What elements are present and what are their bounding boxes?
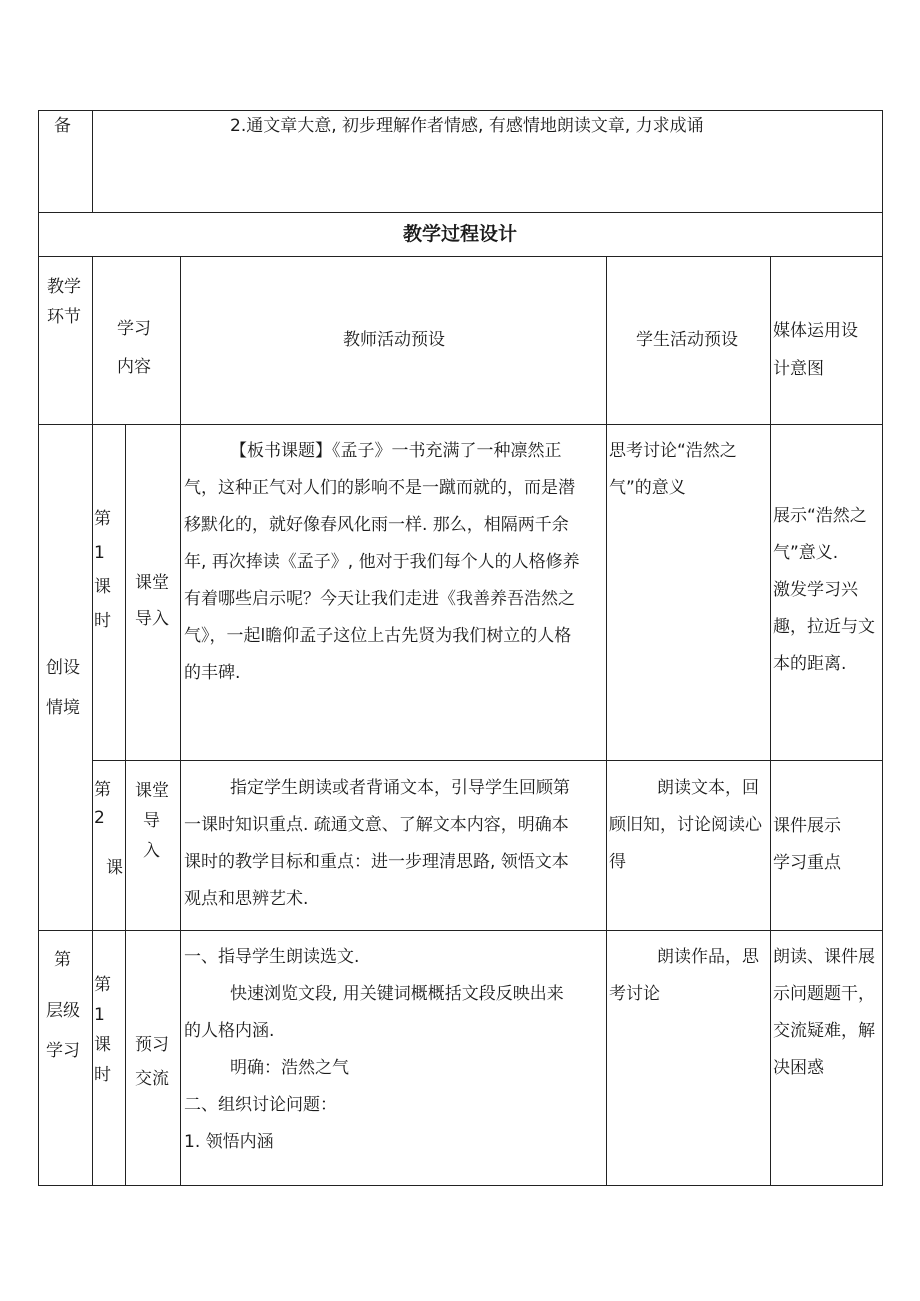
col-divider xyxy=(606,256,607,1186)
stage1-row1-period: 第 1 课 时 xyxy=(94,509,111,631)
header-teacher: 教师活动预设 xyxy=(343,330,445,350)
stage1-row2-content: 课堂 导 入 xyxy=(135,781,169,861)
objective-text: 2.通文章大意, 初步理解作者情感, 有感情地朗读文章, 力求成诵 xyxy=(230,116,704,136)
table-rule xyxy=(92,760,883,761)
table-bottom-border xyxy=(38,1185,883,1186)
table-rule xyxy=(38,212,883,213)
header-student: 学生活动预设 xyxy=(636,330,738,350)
table-rule xyxy=(38,256,883,257)
stage2-media: 朗读、课件展 示问题题干， 交流疑难，解 决困惑 xyxy=(773,947,875,1078)
table-left-border xyxy=(38,110,39,1186)
table-rule xyxy=(38,930,883,931)
col-divider xyxy=(180,256,181,1186)
col-divider xyxy=(92,110,93,213)
stage1-row2-student: 朗读文本，回 顾旧知，讨论阅读心 得 xyxy=(609,778,762,872)
col-divider xyxy=(770,256,771,1186)
col-divider xyxy=(92,256,93,1186)
stage1-row2-teacher: 指定学生朗读或者背诵文本，引导学生回顾第 一课时知识重点. 疏通文意、了解文本内容，明确本 课时的教学目标和重点：进一步理清思路, 领悟文本 观点和思辨艺术. xyxy=(184,778,570,909)
col-divider xyxy=(125,424,126,1186)
prep-label: 备 xyxy=(54,116,71,136)
stage2-period: 第 1 课 时 xyxy=(94,975,111,1085)
stage2-teacher: 一、指导学生朗读选文. 快速浏览文段, 用关键词概概括文段反映出来 的人格内涵. 明确：浩然之气 二、组织讨论问题： 1. 领悟内涵 xyxy=(184,947,564,1152)
table-right-border xyxy=(882,110,883,1186)
header-content: 学习 内容 xyxy=(117,319,151,377)
table-top-border xyxy=(38,110,883,111)
stage1-row1-media: 展示“浩然之 气”意义. 激发学习兴 趣，拉近与文 本的距离. xyxy=(773,506,875,674)
stage2-name: 第 层级 学习 xyxy=(46,950,80,1061)
stage1-row1-teacher: 【板书课题】《孟子》一书充满了一种凛然正 气，这种正气对人们的影响不是一蹴而就的，而是潜 移默化的，就好像春风化雨一样. 那么，相隔两千余 年, 再次捧读《孟子》, 他对于我们每个人的人格修养 有着哪些启示呢？今天让我们走进《我善养吾浩然之 气》，一起l瞻仰孟子这位上古先贤为我们树立的人格 的丰碑. xyxy=(184,441,580,683)
header-stage: 教学 环节 xyxy=(47,277,81,327)
stage1-row1-content: 课堂 导入 xyxy=(135,573,169,629)
stage1-row1-student: 思考讨论“浩然之 气”的意义 xyxy=(609,441,737,498)
table-rule xyxy=(38,424,883,425)
header-media: 媒体运用设 计意图 xyxy=(773,321,858,379)
stage1-row2-period: 第 2 课 xyxy=(94,780,123,878)
section-title: 教学过程设计 xyxy=(403,223,518,245)
stage2-content: 预习 交流 xyxy=(135,1035,169,1089)
stage1-row2-media: 课件展示 学习重点 xyxy=(773,816,841,873)
stage1-name: 创设 情境 xyxy=(46,658,80,718)
stage2-student: 朗读作品，思 考讨论 xyxy=(609,947,759,1004)
